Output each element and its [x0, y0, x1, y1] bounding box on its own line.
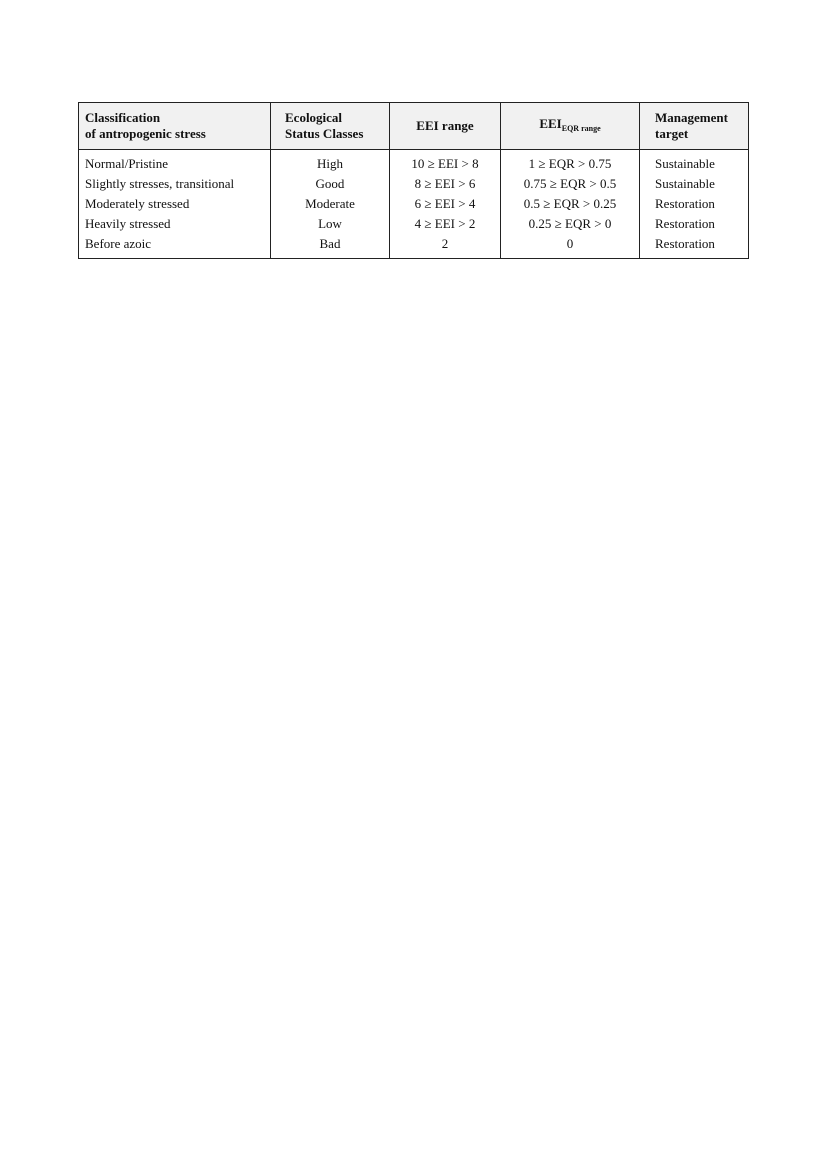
cell-status: Low	[271, 214, 390, 234]
header-eei-range	[390, 103, 501, 150]
header-classification	[79, 103, 271, 150]
table-header	[79, 103, 749, 150]
cell-classification: Before azoic	[85, 236, 152, 251]
cell-status: High	[271, 150, 390, 175]
table-row	[79, 194, 749, 214]
cell-management: Sustainable	[640, 174, 749, 194]
cell-classification: Normal/Pristine	[85, 156, 169, 171]
header-management-line-2: target	[655, 126, 689, 141]
cell-status: Moderate	[271, 194, 390, 214]
cell-eei-range: 2	[390, 234, 501, 259]
table-body	[79, 150, 749, 259]
header-management-line-1: Management	[655, 110, 728, 125]
cell-classification: Slightly stresses, transitional	[85, 176, 235, 191]
cell-management: Restoration	[640, 234, 749, 259]
cell-eei-range: 4 ≥ EEI > 2	[390, 214, 501, 234]
header-eei-range-text: EEI range	[416, 118, 474, 133]
header-status-line-1: Ecological	[285, 110, 343, 125]
header-eei-eqr-main: EEI	[539, 115, 562, 131]
cell-eqr-range: 0.5 ≥ EQR > 0.25	[501, 194, 640, 214]
cell-classification: Moderately stressed	[85, 196, 190, 211]
header-classification-line-1: Classification	[85, 110, 161, 125]
cell-eei-range: 6 ≥ EEI > 4	[390, 194, 501, 214]
cell-eei-range: 10 ≥ EEI > 8	[390, 150, 501, 175]
header-eei-eqr-range	[501, 103, 640, 150]
header-classification-line-2: of antropogenic stress	[85, 126, 206, 141]
header-status-line-2: Status Classes	[285, 126, 364, 141]
table-row	[79, 150, 749, 175]
cell-eqr-range: 0.75 ≥ EQR > 0.5	[501, 174, 640, 194]
cell-eei-range: 8 ≥ EEI > 6	[390, 174, 501, 194]
cell-status: Good	[271, 174, 390, 194]
cell-eqr-range: 0	[501, 234, 640, 259]
cell-status: Bad	[271, 234, 390, 259]
cell-management: Sustainable	[640, 150, 749, 175]
table-row	[79, 174, 749, 194]
ecological-status-table	[78, 102, 749, 259]
cell-classification: Heavily stressed	[85, 216, 171, 231]
table-row	[79, 234, 749, 259]
header-management-target	[640, 103, 749, 150]
cell-management: Restoration	[640, 194, 749, 214]
header-row	[79, 103, 749, 150]
cell-eqr-range: 0.25 ≥ EQR > 0	[501, 214, 640, 234]
cell-management: Restoration	[640, 214, 749, 234]
header-eei-eqr-subscript: EQR range	[561, 123, 601, 133]
header-status-classes	[271, 103, 390, 150]
table-row	[79, 214, 749, 234]
cell-eqr-range: 1 ≥ EQR > 0.75	[501, 150, 640, 175]
